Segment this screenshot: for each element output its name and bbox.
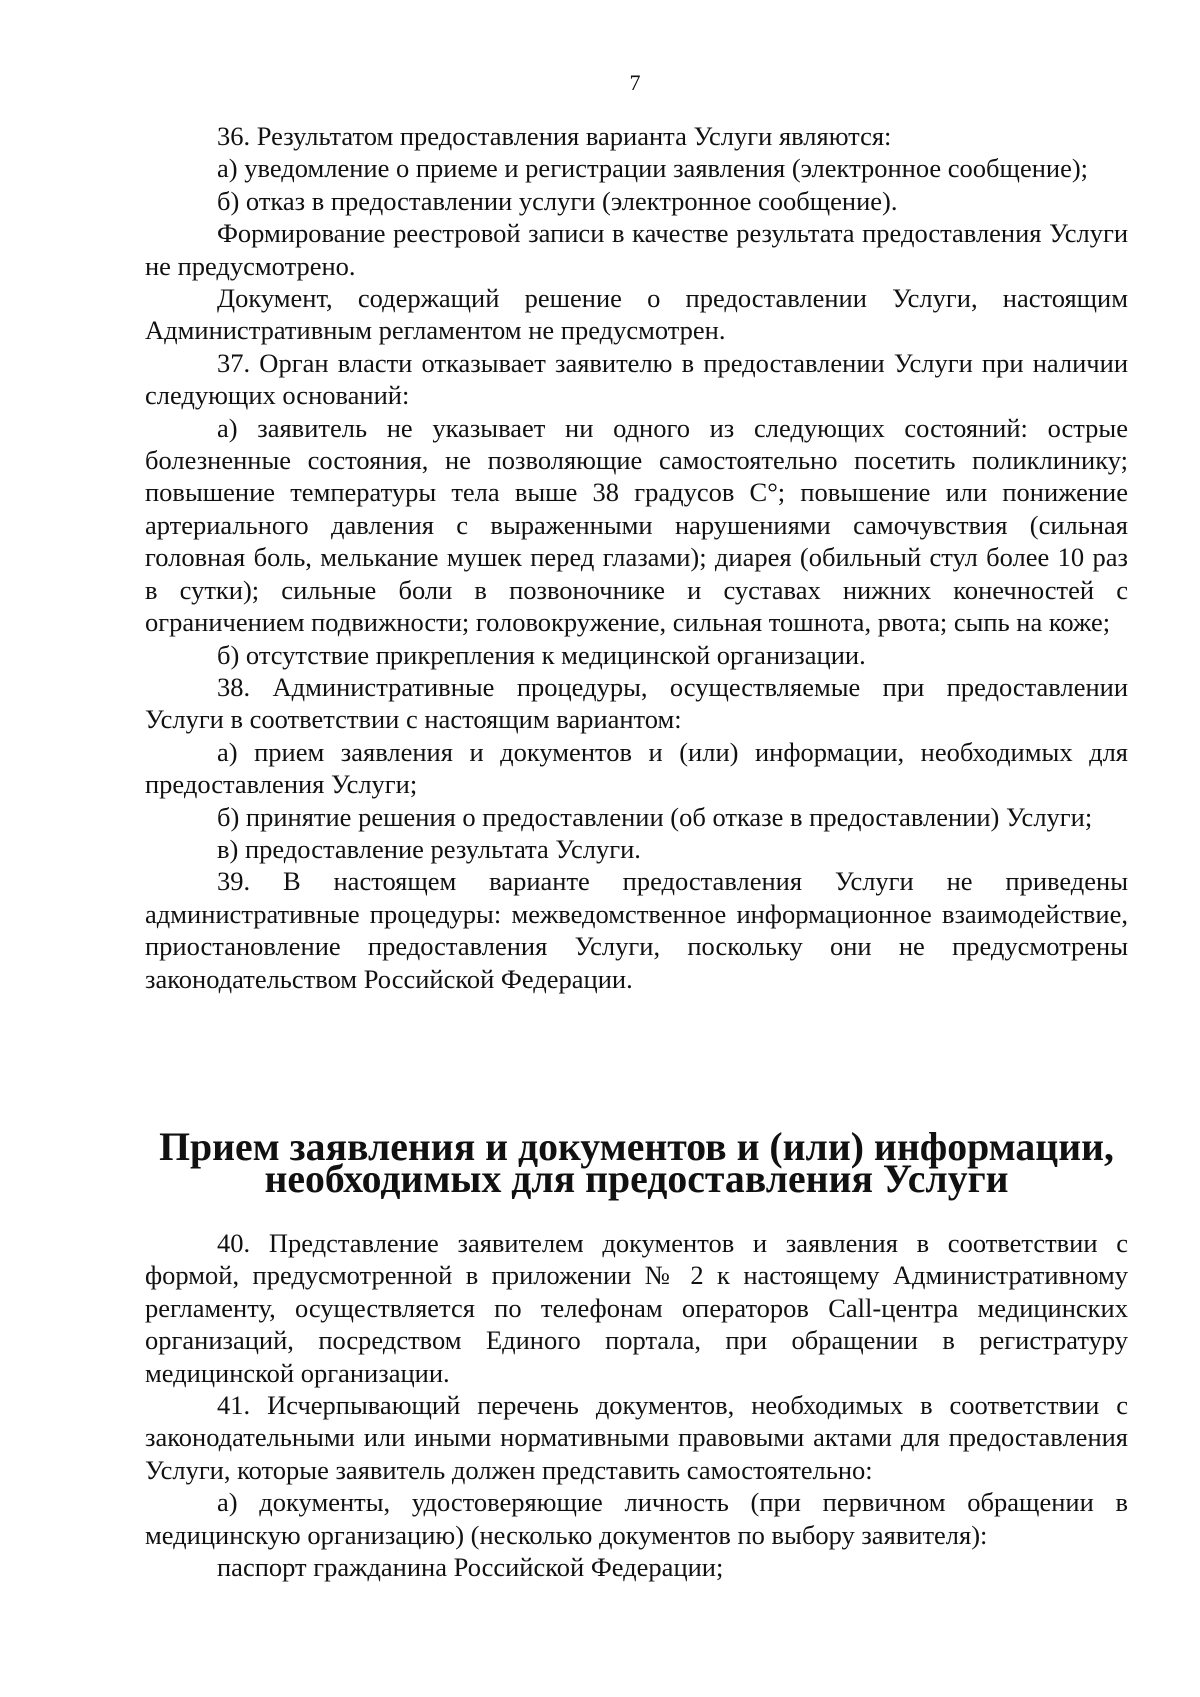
paragraph: в) предоставление результата Услуги. [217, 833, 641, 864]
paragraph: Формирование реестровой записи в качестве результата предоставления Услуги не предусмотрено. [145, 218, 1128, 281]
paragraph: 37. Орган власти отказывает заявителю в предоставлении Услуги при наличии следующих оснований: [145, 347, 1128, 411]
page-number: 7 [629, 70, 641, 95]
paragraph: 40. Представление заявителем документов и заявления в соответствии с формой, предусмотренной в приложении № 2 к настоящему Административному регламенту, осуществляется по телефонам операторов Call-центра медицинских организаций, посредством Единого портала, при обращении в регистратуру медицинской организации. [145, 1228, 1128, 1388]
paragraph: б) отказ в предоставлении услуги (электронное сообщение). [217, 185, 898, 216]
paragraph: б) принятие решения о предоставлении (об отказе в предоставлении) Услуги; [217, 801, 1093, 832]
text-block-after-heading [145, 1227, 1128, 1583]
paragraph: 36. Результатом предоставления варианта Услуги являются: [217, 121, 892, 151]
paragraph: а) документы, удостоверяющие личность (при первичном обращении в медицинскую организацию) (несколько документов по выбору заявителя): [145, 1487, 1128, 1550]
paragraph: 38. Административные процедуры, осуществляемые при предоставлении Услуги в соответствии с настоящим вариантом: [145, 671, 1128, 735]
section-heading: Прием заявления и документов и (или) информации, необходимых для предоставления Услуги [159, 1125, 1114, 1202]
text-block-before-heading [145, 120, 1128, 995]
paragraph: а) заявитель не указывает ни одного из следующих состояний: острые болезненные состояния, не позволяющие самостоятельно посетить поликлинику; повышение температуры тела выше 38 градусов С°; повышение или понижение артериального давления с выраженными нарушениями самочувствия (сильная головная боль, мелькание мушек перед глазами); диарея (обильный стул более 10 раз в сутки); сильные боли в позвоночнике и суставах нижних конечностей с ограничением подвижности; головокружение, сильная тошнота, рвота; сыпь на коже; [145, 412, 1128, 638]
paragraph: а) прием заявления и документов и (или) информации, необходимых для предоставления Услуги; [145, 736, 1128, 800]
paragraph: б) отсутствие прикрепления к медицинской организации. [217, 639, 866, 670]
paragraph: 41. Исчерпывающий перечень документов, необходимых в соответствии с законодательными или иными нормативными правовыми актами для предоставления Услуги, которые заявитель должен представить самостоятельно: [145, 1390, 1128, 1485]
paragraph: 39. В настоящем варианте предоставления Услуги не приведены административные процедуры: межведомственное информационное взаимодействие, приостановление предоставления Услуги, поскольку они не предусмотрены законодательством Российской Федерации. [145, 866, 1128, 994]
paragraph: Документ, содержащий решение о предоставлении Услуги, настоящим Административным регламентом не предусмотрен. [145, 283, 1128, 346]
paragraph: а) уведомление о приеме и регистрации заявления (электронное сообщение); [217, 153, 1089, 184]
paragraph: паспорт гражданина Российской Федерации; [217, 1552, 724, 1583]
